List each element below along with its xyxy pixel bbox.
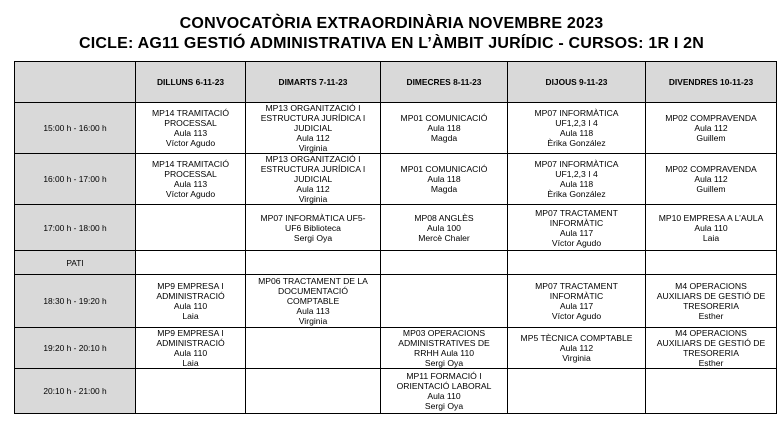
cell-line: MP07 INFORMÀTICA [534,159,619,169]
schedule-cell-monday [136,154,246,205]
day-header-thursday: DIJOUS 9-11-23 [508,62,646,103]
cell-line: Víctor Agudo [165,189,216,199]
cell-line: Laia [182,358,199,368]
cell-line: MP02 COMPRAVENDA [665,164,757,174]
cell-line: MP07 TRACTAMENT [535,207,618,218]
cell-line: Aula 110 [427,391,461,401]
cell-line: UF1,2,3 I 4 [555,118,598,128]
time-slot-label: 17:00 h - 18:00 h [15,205,136,251]
cell-line: MP11 FORMACIÓ I [406,371,482,381]
schedule-cell-tuesday [246,154,381,205]
cell-line: UF6 Biblioteca [285,222,341,233]
cell-line: Aula 113 [173,179,208,189]
page-title: CONVOCATÒRIA EXTRAORDINÀRIA NOVEMBRE 2023 [179,15,604,32]
cell-line: Víctor Agudo [551,311,602,321]
cell-line: TRESORERIA [683,301,739,311]
schedule-table [14,61,777,414]
table-row [15,369,777,414]
day-header-wednesday: DIMECRES 8-11-23 [381,62,508,103]
cell-line: JUDICIAL [293,123,333,133]
cell-line: PROCESSAL [164,118,217,128]
schedule-cell-thursday [508,251,646,275]
schedule-cell-thursday [508,205,646,251]
cell-line: UF1,2,3 I 4 [555,169,598,179]
cell-line: Guillem [696,184,726,194]
cell-line: Aula 112 [694,174,728,184]
table-row [15,328,777,369]
cell-line: ORIENTACIÓ LABORAL [396,381,492,391]
cell-line: MP06 TRACTAMENT DE LA [258,276,368,286]
time-slot-label: 18:30 h - 19:20 h [15,275,136,328]
schedule-cell-monday [136,103,246,154]
cell-line: Aula 113 [296,306,330,316]
table-row [15,205,777,251]
schedule-cell-monday [136,205,246,251]
cell-line: Aula 118 [559,128,594,138]
cell-line: Aula 117 [559,301,594,311]
cell-line: Magda [430,184,458,194]
cell-line: AUXILIARS DE GESTIÓ DE [656,338,766,348]
cell-line: MP01 COMUNICACIÓ [400,164,488,174]
cell-line: MP02 COMPRAVENDA [665,113,757,123]
schedule-cell-wednesday [381,275,508,328]
cell-line: MP07 INFORMÀTICA [534,108,619,118]
cell-line: MP08 ANGLÈS [414,212,474,223]
cell-line: Èrika González [547,189,606,199]
cell-line: MP07 TRACTAMENT [535,281,618,291]
schedule-cell-tuesday [246,369,381,414]
schedule-cell-friday [646,205,777,251]
schedule-cell-wednesday [381,154,508,205]
schedule-cell-monday [136,275,246,328]
schedule-cell-thursday [508,328,646,369]
cell-line: MP9 EMPRESA I [157,328,224,338]
time-slot-label: 20:10 h - 21:00 h [15,369,136,414]
schedule-cell-wednesday [381,369,508,414]
cell-line: MP5 TÈCNICA COMPTABLE [520,333,633,343]
cell-line: Aula 112 [694,123,728,133]
cell-line: Mercè Chaler [418,232,470,243]
cell-line: Sergi Oya [424,401,464,411]
cell-line: Aula 110 [173,301,208,311]
cell-line: COMPTABLE [286,296,340,306]
schedule-cell-friday [646,103,777,154]
cell-line: MP07 INFORMÀTICA UF5- [260,212,366,223]
table-row [15,103,777,154]
cell-line: Aula 100 [427,222,461,233]
cell-line: Aula 113 [173,128,208,138]
cell-line: MP03 OPERACIONS [402,328,486,338]
schedule-cell-thursday [508,275,646,328]
cell-line: Aula 110 [173,348,208,358]
cell-line: Virginia [298,316,328,326]
schedule-cell-friday [646,328,777,369]
cell-line: Virginia [298,194,328,204]
cell-line: JUDICIAL [293,174,333,184]
cell-line: M4 OPERACIONS [675,328,747,338]
cell-line: PROCESSAL [164,169,217,179]
schedule-cell-tuesday [246,251,381,275]
cell-line: INFORMÀTIC [549,217,604,228]
cell-line: MP9 EMPRESA I [157,281,224,291]
cell-line: Sergi Oya [293,232,333,243]
cell-line: INFORMÀTIC [549,291,604,301]
schedule-cell-thursday [508,103,646,154]
schedule-cell-thursday [508,369,646,414]
cell-line: RRHH Aula 110 [413,348,475,358]
schedule-cell-tuesday [246,205,381,251]
cell-line: MP14 TRAMITACIÓ [151,108,230,118]
cell-line: MP14 TRAMITACIÓ [151,159,230,169]
cell-line: MP01 COMUNICACIÓ [400,113,488,123]
cell-line: Virginia [298,143,328,153]
schedule-cell-monday [136,251,246,275]
cell-line: MP13 ORGANITZACIÓ I [265,103,361,113]
schedule-cell-monday [136,328,246,369]
schedule-cell-thursday [508,154,646,205]
cell-line: Aula 112 [559,343,594,353]
time-slot-label: 15:00 h - 16:00 h [15,103,136,154]
schedule-cell-wednesday [381,251,508,275]
corner-cell [15,62,136,103]
cell-line: Virginia [562,353,591,363]
schedule-cell-friday [646,251,777,275]
schedule-cell-monday [136,369,246,414]
cell-line: MP13 ORGANITZACIÓ I [265,154,361,164]
cell-line: Aula 118 [427,123,461,133]
cell-line: Aula 118 [427,174,461,184]
day-header-friday: DIVENDRES 10-11-23 [646,62,777,103]
header-row [15,62,777,103]
time-slot-label: 16:00 h - 17:00 h [15,154,136,205]
table-row [15,154,777,205]
cell-line: AUXILIARS DE GESTIÓ DE [656,291,766,301]
cell-line: Aula 112 [296,184,330,194]
schedule-cell-wednesday [381,328,508,369]
cell-line: ADMINISTRATIVES DE [398,338,490,348]
cell-line: Aula 117 [559,227,594,238]
cell-line: Guillem [696,133,726,143]
table-row [15,275,777,328]
cell-line: Laia [702,232,720,243]
cell-line: Magda [430,133,458,143]
cell-line: Esther [698,311,724,321]
cell-line: ADMINISTRACIÓ [156,291,225,301]
schedule-cell-tuesday [246,275,381,328]
cell-line: Laia [182,311,199,321]
schedule-cell-friday [646,275,777,328]
cell-line: MP10 EMPRESA A L’AULA [658,212,764,223]
table-row [15,251,777,275]
cell-line: Èrika González [547,138,606,148]
time-slot-label: 19:20 h - 20:10 h [15,328,136,369]
cell-line: M4 OPERACIONS [675,281,747,291]
cell-line: Aula 112 [296,133,330,143]
schedule-cell-tuesday [246,328,381,369]
cell-line: Víctor Agudo [551,237,602,248]
cell-line: Aula 118 [559,179,594,189]
cell-line: Sergi Oya [424,358,464,368]
schedule-cell-wednesday [381,205,508,251]
cell-line: Esther [698,358,724,368]
schedule-cell-friday [646,154,777,205]
time-slot-label: PATI [15,251,136,275]
schedule-cell-wednesday [381,103,508,154]
cell-line: Aula 110 [694,222,728,233]
cell-line: ESTRUCTURA JURÍDICA I [260,113,366,123]
cell-line: ESTRUCTURA JURÍDICA I [260,164,366,174]
day-header-monday: DILLUNS 6-11-23 [136,62,246,103]
schedule-cell-friday [646,369,777,414]
schedule-cell-tuesday [246,103,381,154]
cell-line: TRESORERIA [683,348,739,358]
cell-line: Víctor Agudo [165,138,216,148]
cell-line: ADMINISTRACIÓ [156,338,225,348]
day-header-tuesday: DIMARTS 7-11-23 [246,62,381,103]
page-subtitle: CICLE: AG11 GESTIÓ ADMINISTRATIVA EN L’ÀMBIT JURÍDIC - CURSOS: 1R I 2N [78,35,704,52]
cell-line: DOCUMENTACIÓ [277,286,349,296]
